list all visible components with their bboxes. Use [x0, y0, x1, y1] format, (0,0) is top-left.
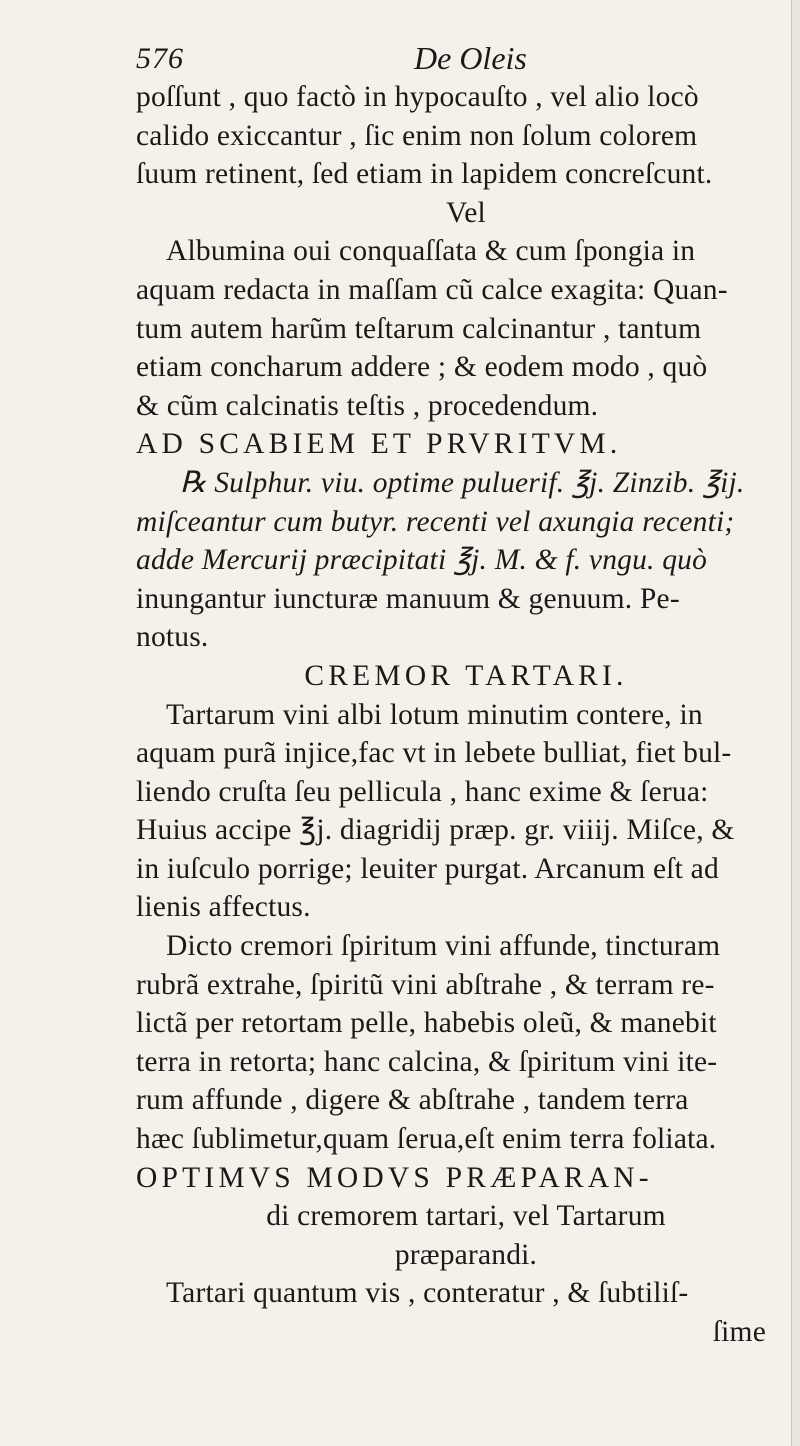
text-line: inungantur iuncturæ manuum & genuum. Pe- [136, 582, 680, 615]
recipe-line: adde Mercurij præcipitati ℥j. M. & f. vngu. quò [136, 544, 708, 577]
text-line: Huius accipe ℥j. diagridij præp. gr. viiij. Miſce, & [136, 814, 735, 847]
section-heading-line: præparandi. [394, 1238, 538, 1271]
text-line: poſſunt , quo factò in hypocauſto , vel alio locò [136, 81, 699, 113]
text-line: lictã per retortam pelle, habebis oleũ, & manebit [136, 1007, 717, 1040]
text-line: rum affunde , digere & abſtrahe , tandem terra [136, 1084, 689, 1117]
text-line: etiam concharum addere ; & eodem modo , quò [136, 351, 708, 384]
page-number: 576 [136, 42, 184, 75]
section-heading-cremor: CREMOR TARTARI. [304, 659, 628, 692]
text-line: Tartari quantum vis , conteratur , & ſubtiliſ- [166, 1277, 689, 1310]
text-line: ſuum retinent, ſed etiam in lapidem concreſcunt. [136, 158, 713, 191]
text-body [136, 78, 796, 1352]
text-line: aquam purã injice,fac vt in lebete bulliat, fiet bul- [136, 737, 732, 770]
text-line: Tartarum vini albi lotum minutim contere, in [166, 698, 703, 731]
text-line: tum autem harũm teſtarum calcinantur , tantum [136, 312, 702, 345]
section-heading-scabies: AD SCABIEM ET PRVRITVM. [136, 428, 622, 461]
catchword: ſime [712, 1316, 766, 1348]
text-line: lienis affectus. [136, 891, 311, 924]
text-line: terra in retorta; hanc calcina, & ſpiritum vini ite- [136, 1045, 718, 1078]
heading-vel: Vel [446, 196, 486, 229]
section-heading-line: di cremorem tartari, vel Tartarum [266, 1200, 666, 1233]
text-line: Dicto cremori ſpiritum vini affunde, tincturam [166, 930, 721, 963]
text-line: in iuſculo porrige; leuiter purgat. Arcanum eſt ad [136, 852, 719, 885]
text-line: calido exiccantur , ſic enim non ſolum colorem [136, 119, 698, 152]
section-heading-optimus: OPTIMVS MODVS PRÆPARAN- [136, 1161, 653, 1194]
recipe-line: miſceantur cum butyr. recenti vel axungia recenti; [136, 505, 735, 538]
running-title: De Oleis [414, 40, 527, 76]
text-line: hæc ſublimetur,quam ſerua,eſt enim terra foliata. [136, 1123, 717, 1156]
text-line: rubrã extrahe, ſpiritũ vini abſtrahe , & terram re- [136, 968, 715, 1001]
text-line: & cũm calcinatis teſtis , procedendum. [136, 389, 599, 422]
text-line: liendo cruſta ſeu pellicula , hanc exime & ſerua: [136, 775, 709, 808]
text-line: aquam redacta in maſſam cũ calce exagita: Quan- [136, 273, 728, 306]
running-header [136, 38, 696, 82]
text-line: Albumina oui conquaſſata & cum ſpongia in [166, 235, 696, 268]
recipe-line: ℞ Sulphur. viu. optime puluerif. ℥j. Zinzib. ℥ij. [180, 466, 745, 499]
text-line: notus. [136, 621, 209, 654]
